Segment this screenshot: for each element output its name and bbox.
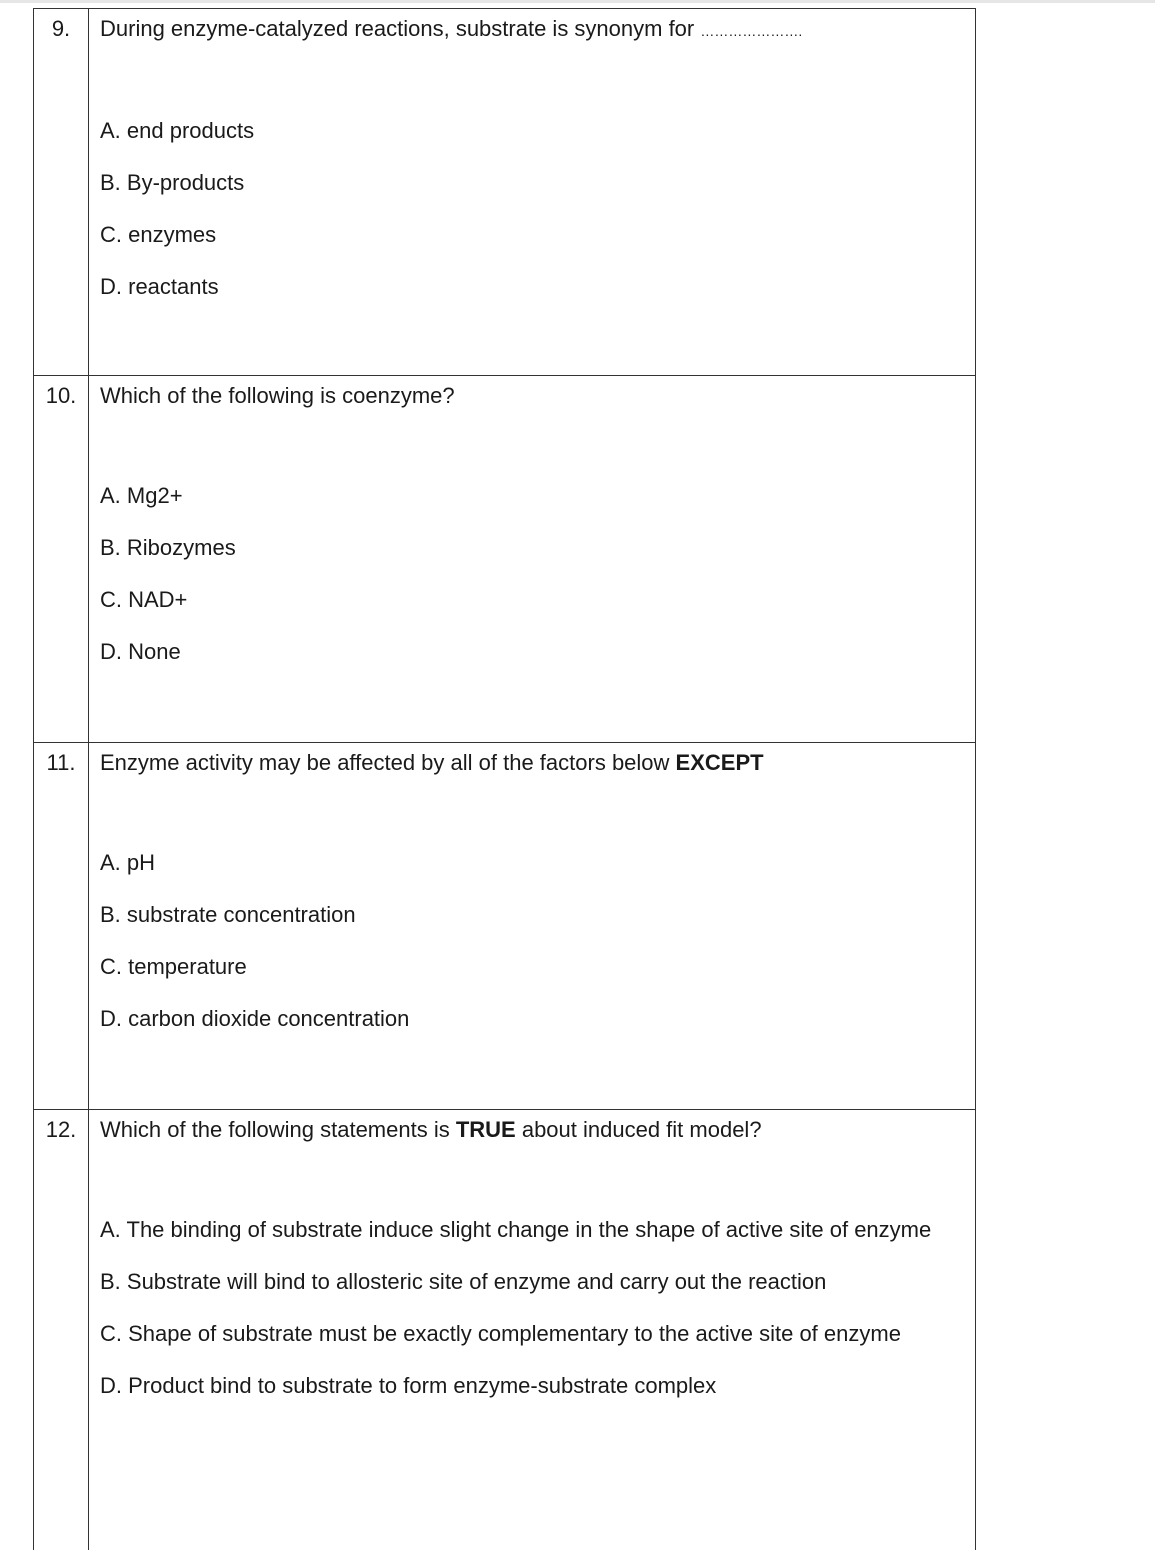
option-c[interactable]: C. Shape of substrate must be exactly complementary to the active site of enzyme — [100, 1316, 965, 1352]
stem-text: Enzyme activity may be affected by all of the factors below — [100, 750, 676, 775]
option-c[interactable]: C. temperature — [100, 949, 965, 985]
option-c[interactable]: C. NAD+ — [100, 582, 965, 618]
stem-text-end: about induced fit model? — [516, 1117, 762, 1142]
question-row-10 — [34, 376, 976, 743]
question-stem — [100, 1110, 965, 1150]
question-number: 11. — [34, 743, 89, 1110]
stem-emphasis: TRUE — [456, 1117, 516, 1142]
option-list — [100, 478, 965, 670]
option-d[interactable]: D. reactants — [100, 269, 965, 305]
question-body — [89, 9, 976, 376]
question-body — [89, 743, 976, 1110]
question-number: 12. — [34, 1110, 89, 1550]
option-a[interactable]: A. Mg2+ — [100, 478, 965, 514]
question-stem — [100, 9, 965, 51]
question-number: 10. — [34, 376, 89, 743]
option-list — [100, 1212, 965, 1404]
option-a[interactable]: A. end products — [100, 113, 965, 149]
question-row-11 — [34, 743, 976, 1110]
option-b[interactable]: B. substrate concentration — [100, 897, 965, 933]
option-list — [100, 845, 965, 1037]
option-d[interactable]: D. None — [100, 634, 965, 670]
question-body — [89, 376, 976, 743]
page-top-rule — [0, 0, 1155, 3]
stem-text: Which of the following statements is — [100, 1117, 456, 1142]
question-row-9 — [34, 9, 976, 376]
stem-text: During enzyme-catalyzed reactions, substrate is synonym for — [100, 16, 700, 41]
question-number: 9. — [34, 9, 89, 376]
option-d[interactable]: D. Product bind to substrate to form enzyme-substrate complex — [100, 1368, 965, 1404]
option-a[interactable]: A. pH — [100, 845, 965, 881]
option-c[interactable]: C. enzymes — [100, 217, 965, 253]
option-b[interactable]: B. By-products — [100, 165, 965, 201]
option-list — [100, 113, 965, 305]
option-d[interactable]: D. carbon dioxide concentration — [100, 1001, 965, 1037]
option-b[interactable]: B. Substrate will bind to allosteric site of enzyme and carry out the reaction — [100, 1264, 965, 1300]
question-stem — [100, 376, 965, 416]
option-a[interactable]: A. The binding of substrate induce slight change in the shape of active site of enzyme — [100, 1212, 965, 1248]
stem-text: Which of the following is coenzyme? — [100, 383, 455, 408]
question-table — [33, 8, 976, 1550]
answer-blank: …………………. — [700, 23, 802, 39]
question-row-12 — [34, 1110, 976, 1550]
option-b[interactable]: B. Ribozymes — [100, 530, 965, 566]
question-stem — [100, 743, 965, 783]
question-body — [89, 1110, 976, 1550]
stem-emphasis: EXCEPT — [676, 750, 764, 775]
